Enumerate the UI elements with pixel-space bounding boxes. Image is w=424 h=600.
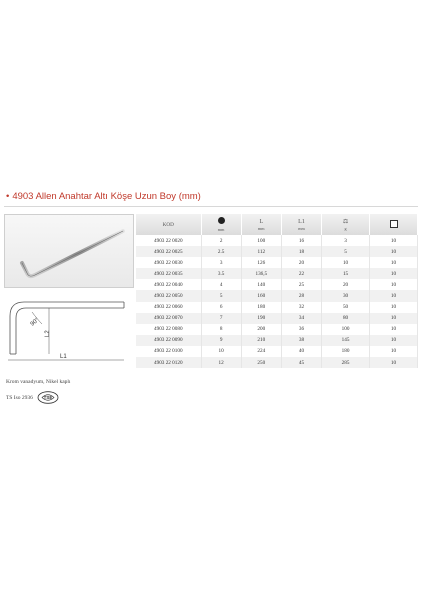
kod-cell: 4903 22 0030 (136, 257, 201, 268)
weight-cell: 10 (322, 257, 370, 268)
title-divider (4, 206, 418, 207)
table-row (136, 290, 418, 301)
column-header-package (370, 214, 418, 235)
size-cell: 2.5 (201, 246, 241, 257)
kod-cell: 4903 22 0070 (136, 313, 201, 324)
size-cell: 10 (201, 346, 241, 357)
allen-key-image-icon (5, 215, 133, 287)
l1-label: L1 (60, 354, 67, 360)
l1-cell: 22 (281, 268, 321, 279)
pack-cell: 10 (370, 246, 418, 257)
l1-cell: 45 (281, 357, 321, 368)
column-header-size: mm (201, 214, 241, 235)
size-cell: 9 (201, 335, 241, 346)
weight-cell: 145 (322, 335, 370, 346)
weight-cell: 30 (322, 290, 370, 301)
l1-cell: 16 (281, 235, 321, 246)
l1-cell: 40 (281, 346, 321, 357)
size-cell: 8 (201, 324, 241, 335)
tse-logo-icon (37, 391, 59, 404)
weight-cell: 3 (322, 235, 370, 246)
angle-label: 90° (29, 317, 41, 328)
table-row (136, 302, 418, 313)
length-cell: 112 (241, 246, 281, 257)
table-row (136, 235, 418, 246)
size-cell: 12 (201, 357, 241, 368)
pack-cell: 10 (370, 302, 418, 313)
pack-cell: 10 (370, 324, 418, 335)
title-text: 4903 Allen Anahtar Altı Köşe Uzun Boy (mm) (12, 191, 201, 202)
table-row (136, 324, 418, 335)
l1-cell: 20 (281, 257, 321, 268)
svg-text:TSE: TSE (43, 395, 53, 401)
material-caption: Krom vanadyum, Nikel kaplı (6, 379, 71, 385)
kod-cell: 4903 22 0035 (136, 268, 201, 279)
pack-cell: 10 (370, 335, 418, 346)
allen-key-photo (4, 214, 134, 288)
table-row (136, 346, 418, 357)
standard-caption: TS Iso 2936 (6, 395, 33, 401)
pack-cell: 10 (370, 357, 418, 368)
table-header-row (136, 214, 418, 235)
l1-cell: 38 (281, 335, 321, 346)
pack-cell: 10 (370, 235, 418, 246)
l1-cell: 34 (281, 313, 321, 324)
column-header-kod: KOD (136, 214, 201, 235)
column-header-l1: L1 mm (281, 214, 321, 235)
pack-cell: 10 (370, 346, 418, 357)
l1-cell: 25 (281, 279, 321, 290)
column-header-l: L mm (241, 214, 281, 235)
technical-drawing (4, 294, 132, 370)
length-cell: 200 (241, 324, 281, 335)
length-cell: 250 (241, 357, 281, 368)
table-row (136, 279, 418, 290)
l1-cell: 32 (281, 302, 321, 313)
length-cell: 180 (241, 302, 281, 313)
kod-cell: 4903 22 0100 (136, 346, 201, 357)
table-row (136, 313, 418, 324)
size-cell: 6 (201, 302, 241, 313)
pack-cell: 10 (370, 257, 418, 268)
table-row (136, 335, 418, 346)
pack-cell: 10 (370, 290, 418, 301)
weight-cell: 285 (322, 357, 370, 368)
size-cell: 2 (201, 235, 241, 246)
kod-cell: 4903 22 0050 (136, 290, 201, 301)
kod-cell: 4903 22 0120 (136, 357, 201, 368)
length-cell: 224 (241, 346, 281, 357)
hex-size-circle-icon (218, 217, 225, 224)
length-cell: 126 (241, 257, 281, 268)
size-cell: 3 (201, 257, 241, 268)
package-box-icon (390, 220, 398, 228)
weight-cell: 100 (322, 324, 370, 335)
size-cell: 4 (201, 279, 241, 290)
kod-cell: 4903 22 0040 (136, 279, 201, 290)
size-cell: 3.5 (201, 268, 241, 279)
weight-cell: 80 (322, 313, 370, 324)
l1-cell: 18 (281, 246, 321, 257)
length-cell: 160 (241, 290, 281, 301)
length-cell: 190 (241, 313, 281, 324)
size-cell: 5 (201, 290, 241, 301)
l1-cell: 36 (281, 324, 321, 335)
page-title (6, 191, 201, 202)
title-bullet: • (6, 191, 10, 202)
pack-cell: 10 (370, 279, 418, 290)
kod-cell: 4903 22 0020 (136, 235, 201, 246)
length-cell: 136,5 (241, 268, 281, 279)
length-cell: 140 (241, 279, 281, 290)
length-cell: 210 (241, 335, 281, 346)
weight-cell: 5 (322, 246, 370, 257)
weight-scale-icon: ⚖ (342, 218, 349, 225)
column-header-weight: ⚖ g (322, 214, 370, 235)
table-row (136, 257, 418, 268)
pack-cell: 10 (370, 268, 418, 279)
size-cell: 7 (201, 313, 241, 324)
length-cell: 100 (241, 235, 281, 246)
table-row (136, 268, 418, 279)
l1-cell: 28 (281, 290, 321, 301)
kod-cell: 4903 22 0025 (136, 246, 201, 257)
kod-cell: 4903 22 0080 (136, 324, 201, 335)
product-spec-table (136, 214, 418, 368)
kod-cell: 4903 22 0090 (136, 335, 201, 346)
weight-cell: 15 (322, 268, 370, 279)
weight-cell: 180 (322, 346, 370, 357)
table-row (136, 246, 418, 257)
kod-cell: 4903 22 0060 (136, 302, 201, 313)
allen-key-diagram-icon (4, 294, 132, 370)
table-row (136, 357, 418, 368)
weight-cell: 20 (322, 279, 370, 290)
pack-cell: 10 (370, 313, 418, 324)
l2-label: L2 (45, 330, 51, 337)
weight-cell: 50 (322, 302, 370, 313)
